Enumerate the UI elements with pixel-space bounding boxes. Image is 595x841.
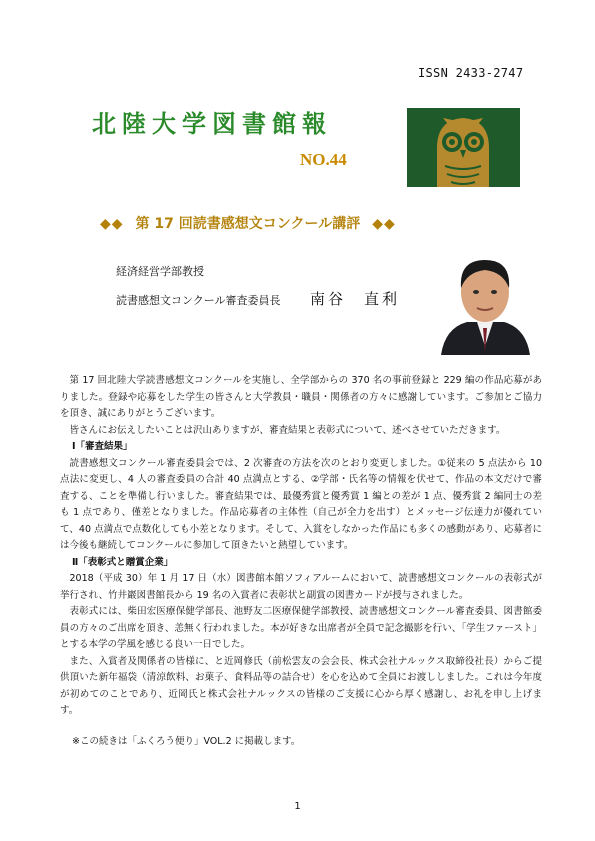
paragraph: 第 17 回北陸大学読書感想文コンクールを実施し、全学部からの 370 名の事前登録と 229 編の作品応募がありました。登録や応募をした学生の皆さんと大学教員・職員・関係者の方々に感謝しています。ご参加とご協力を頂き、誠にありがとうございます。	[60, 375, 542, 419]
diamond-right-icon: ◆◆	[372, 216, 396, 232]
paragraph: 表彰式には、柴田宏医療保健学部長、池野友二医療保健学部教授、読書感想文コンクール審査委員、図書館委員の方々のご出席を頂き、恙無く行われました。本が好きな出席者が全員で記念撮影を行い、「学生ファースト」とする本学の学風を感じる良い一日でした。	[60, 606, 542, 650]
continuation-note: ※この続きは「ふくろう便り」VOL.2 に掲載します。	[72, 735, 301, 747]
paragraph: 2018（平成 30）年 1 月 17 日（水）図書館本館ソフィアルームにおいて、読書感想文コンクールの表彰式が挙行され、竹井巖図書館長から 19 名の入賞者に表彰状と副賞の図書カードが授与されました。	[60, 573, 542, 601]
paragraph: 皆さんにお伝えしたいことは沢山ありますが、審査結果と表彰式について、述べさせていただきます。	[69, 424, 506, 436]
paragraph: また、入賞者及関係者の皆様に、と近岡修氏（前松雲友の会会長、株式会社ナルックス取締役社長）からご提供頂いた新年福袋（清涼飲料、お菓子、食料品等の詰合せ）を心を込めて全員にお渡ししました。これは今年度が初めてのことであり、近岡氏と株式会社ナルックスの皆様のご支援に心から厚く感謝し、お礼を申し上げます。	[60, 655, 542, 716]
author-name: 南谷 直利	[310, 290, 401, 308]
diamond-left-icon: ◆◆	[100, 216, 124, 232]
article-title: 第 17 回読書感想文コンクール講評	[135, 216, 361, 232]
section-heading: Ⅱ「表彰式と贈賞企業」	[72, 556, 174, 568]
paragraph: 読書感想文コンクール審査委員会では、2 次審査の方法を次のとおり変更しました。①従来の 5 点法から 10 点法に変更し、4 人の審査委員の合計 40 点満点とする、②学部・氏名等の情報を伏せて、作品の本文だけで審査する、ことを準備し行いました。審査結果では、最優秀賞と優秀賞 1 編との差が 1 点、優秀賞 2 編同士の差も 1 点であり、僅差となりました。作品応募者の主体性（自己が全力を出す）とメッセージ伝達力が優れていて、40 点満点で点数化しても小差となります。そして、入賞をしなかった作品にも多くの感動があり、応募者には今後も継続してコンクールに参加して頂きたいと熱望しています。	[60, 457, 542, 551]
author-affiliation: 経済経営学部教授	[116, 265, 204, 278]
issue-number: NO.44	[300, 150, 347, 169]
article-heading	[100, 213, 480, 233]
page-number: 1	[294, 801, 301, 812]
newsletter-title: 北陸大学図書館報	[92, 109, 332, 138]
author-portrait	[437, 248, 534, 355]
issn-number: ISSN 2433-2747	[418, 66, 524, 80]
article-body	[60, 373, 542, 750]
owl-logo	[407, 108, 520, 187]
author-role: 読書感想文コンクール審査委員長	[116, 294, 281, 307]
section-heading: Ⅰ「審査結果」	[72, 441, 133, 452]
